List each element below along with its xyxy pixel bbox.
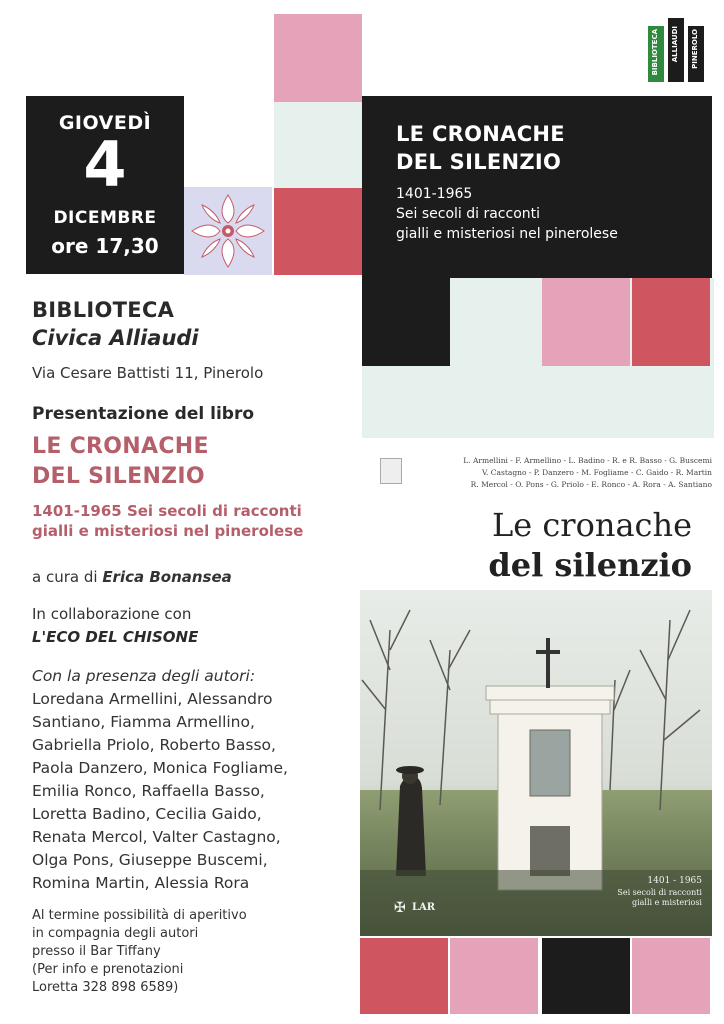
book-title-line1: LE CRONACHE [32,434,209,459]
mint-square [362,366,450,438]
header-years: 1401-1965 [396,186,473,202]
author-line: Emilia Ronco, Raffaella Basso, [32,782,265,800]
book-title-line2: DEL SILENZIO [32,464,205,489]
aperitivo-line: presso il Bar Tiffany [32,944,161,959]
library-logo [644,14,706,84]
cover-publisher: LAR [412,902,436,913]
presentation-label: Presentazione del libro [32,404,255,424]
author-line: Olga Pons, Giuseppe Buscemi, [32,851,268,869]
venue-sub: Civica Alliaudi [32,326,199,350]
venue-name: BIBLIOTECA [32,298,175,322]
header-subtitle-line2: gialli e misteriosi nel pinerolese [396,226,618,242]
aperitivo-line: Loretta 328 898 6589) [32,980,179,995]
header-subtitle-line1: Sei secoli di racconti [396,206,541,222]
cover-author-line: V. Castagno - P. Danzero - M. Fogliame - C. Gaido - R. Martin [481,468,712,477]
aperitivo-line: Al termine possibilità di aperitivo [32,908,247,923]
event-day-name: GIOVEDÌ [58,112,152,134]
header-title-line1: LE CRONACHE [396,122,565,146]
collab-name: L'ECO DEL CHISONE [32,628,199,646]
author-line: Renata Mercol, Valter Castagno, [32,828,281,846]
cover-sub-line2: gialli e misteriosi [631,898,702,907]
aperitivo-line: (Per info e prenotazioni [32,962,184,977]
author-line: Santiano, Fiamma Armellino, [32,713,255,731]
aperitivo-line: in compagnia degli autori [32,926,199,941]
title-box [362,96,712,278]
black-square [542,938,630,1014]
cover-photo [360,590,712,936]
emblem-icon [380,458,402,484]
logo-text-pinerolo: PINEROLO [691,29,699,69]
cover-title-line2: del silenzio [488,546,692,584]
pink-square [542,278,630,366]
author-line: Loretta Badino, Cecilia Gaido, [32,805,262,823]
authors-label: Con la presenza degli autori: [32,667,256,685]
cover-years: 1401 - 1965 [647,876,702,886]
event-time: ore 17,30 [51,234,159,258]
cover-title-line1: Le cronache [492,506,692,544]
event-month: DICEMBRE [53,208,157,228]
curator-line [32,568,232,586]
flower-ornament-icon [184,187,272,275]
header-title-line2: DEL SILENZIO [396,150,562,174]
pink-square [632,938,710,1014]
pink-square [450,938,538,1014]
author-line: Gabriella Priolo, Roberto Basso, [32,736,276,754]
book-subtitle-line1: 1401-1965 Sei secoli di racconti [32,502,302,520]
publisher-logo-icon: ✠ [394,900,406,916]
pink-square [274,14,362,102]
black-square [362,278,450,366]
cover-authors [372,452,712,494]
collab-label: In collaborazione con [32,605,192,623]
book-subtitle-line2: gialli e misteriosi nel pinerolese [32,522,304,540]
logo-text-alliaudi: ALLIAUDI [671,26,679,63]
logo-text-biblioteca: BIBLIOTECA [651,29,659,76]
curator-prefix: a cura di [32,568,98,586]
author-line: Romina Martin, Alessia Rora [32,874,250,892]
date-box [26,96,184,274]
author-line: Paola Danzero, Monica Fogliame, [32,759,288,777]
event-day-number: 4 [83,128,127,201]
cover-author-line: R. Mercol - O. Pons - G. Priolo - E. Ronco - A. Rora - A. Santiano [470,480,712,489]
cover-author-line: L. Armellini - F. Armellino - L. Badino - R. e R. Basso - G. Buscemi [463,456,712,465]
author-line: Loredana Armellini, Alessandro [32,690,273,708]
red-square [360,938,448,1014]
red-square [274,188,362,275]
mint-square [274,102,362,188]
cover-sub-line1: Sei secoli di racconti [617,888,702,897]
venue-address: Via Cesare Battisti 11, Pinerolo [32,364,264,382]
curator-name: Erica Bonansea [102,568,232,586]
red-square [632,278,710,366]
